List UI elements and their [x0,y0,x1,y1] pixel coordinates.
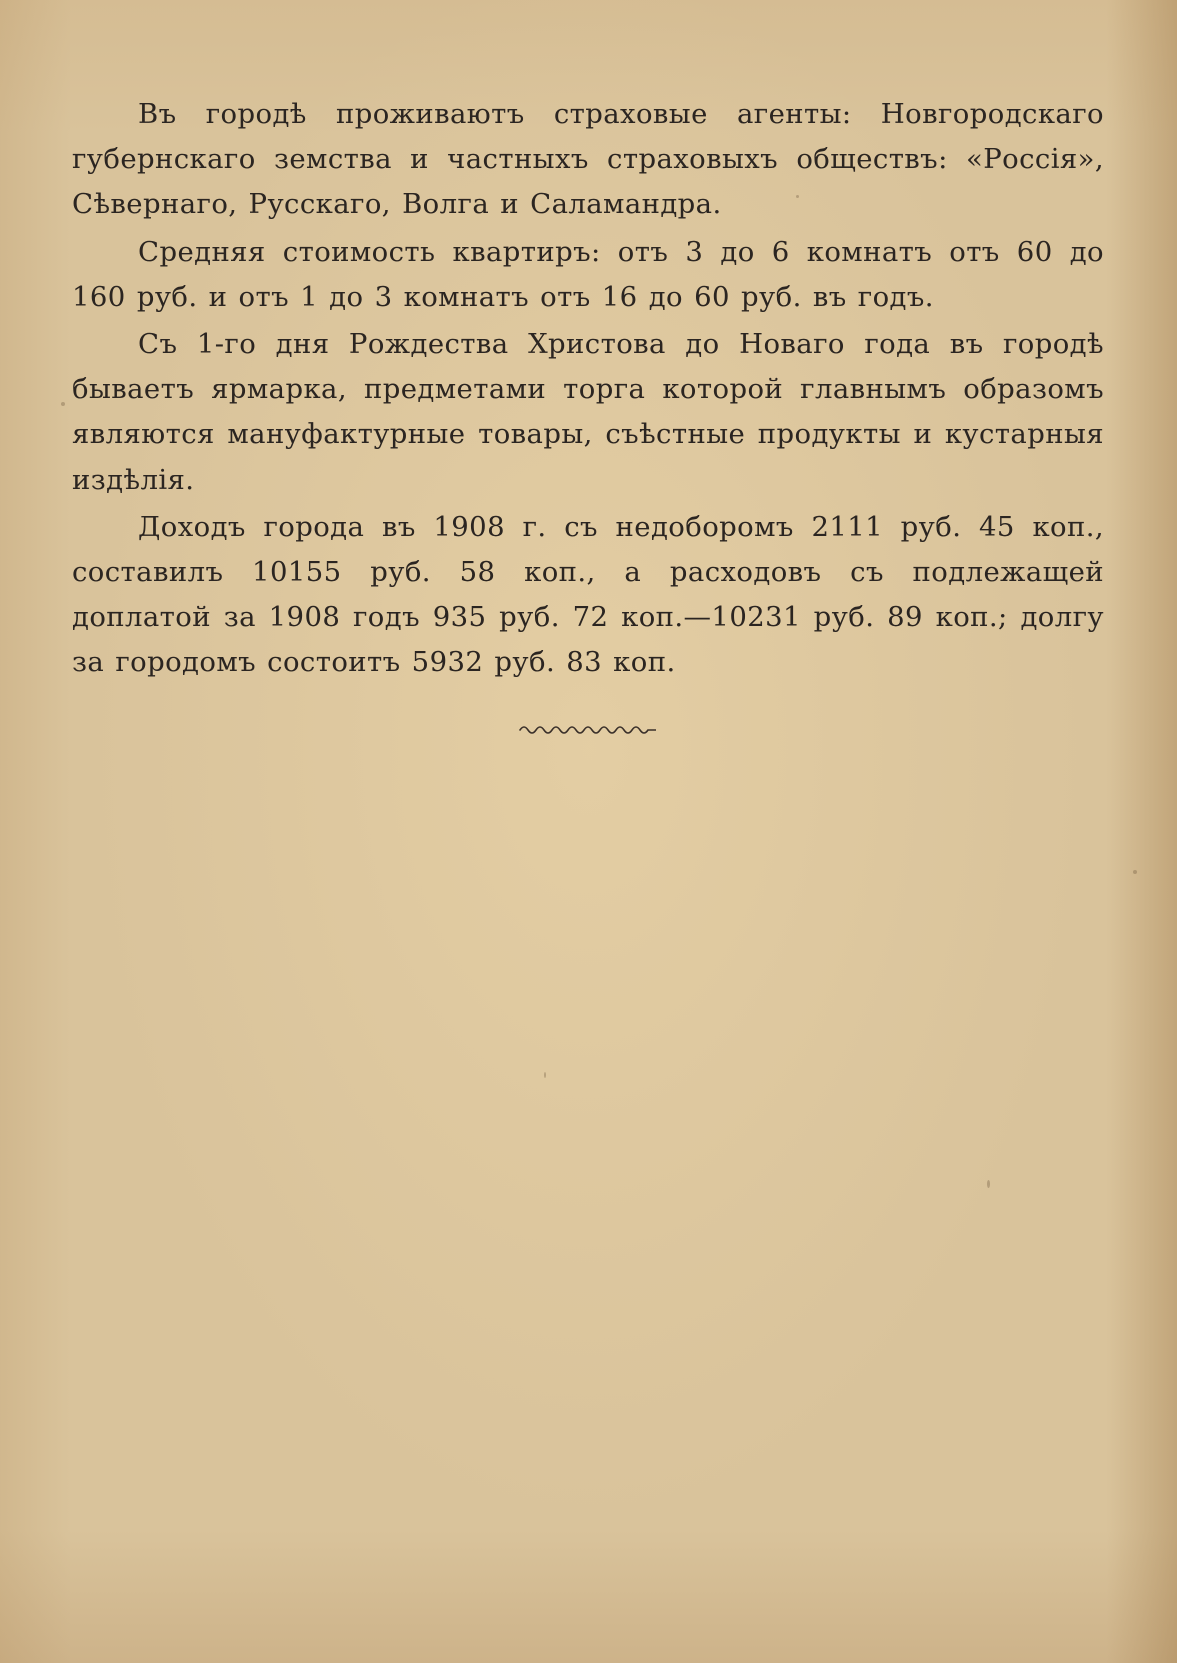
document-body [72,92,1104,688]
paragraph-apartment-prices: Средняя стоимость квартиръ: отъ 3 до 6 комнатъ отъ 60 до 160 руб. и отъ 1 до 3 комнатъ отъ 16 до 60 руб. въ годъ. [72,235,1104,313]
paragraph-christmas-fair: Съ 1-го дня Рождества Христова до Новаго года въ городѣ бываетъ ярмарка, предметами торга которой главнымъ образомъ являются мануфактурные товары, съѣстные продукты и кустарныя издѣлія. [72,328,1104,496]
paper-speck [796,195,799,198]
wavy-rule-ornament-icon [518,722,656,734]
paper-speck [987,1180,990,1188]
paragraph-city-finances: Доходъ города въ 1908 г. съ недоборомъ 2111 руб. 45 коп., составилъ 10155 руб. 58 коп., а расходовъ съ подлежащей доплатой за 1908 годъ 935 руб. 72 коп.—10231 руб. 89 коп.; долгу за городомъ состоитъ 5932 руб. 83 коп. [72,510,1104,679]
paper-speck [61,402,65,406]
paper-speck [544,1072,546,1078]
paper-speck [1133,870,1137,874]
paragraph-insurance-agents: Въ городѣ проживаютъ страховые агенты: Новгородскаго губернскаго земства и частныхъ страховыхъ обществъ: «Россія», Сѣвернаго, Русскаго, Волга и Саламандра. [72,98,1104,221]
